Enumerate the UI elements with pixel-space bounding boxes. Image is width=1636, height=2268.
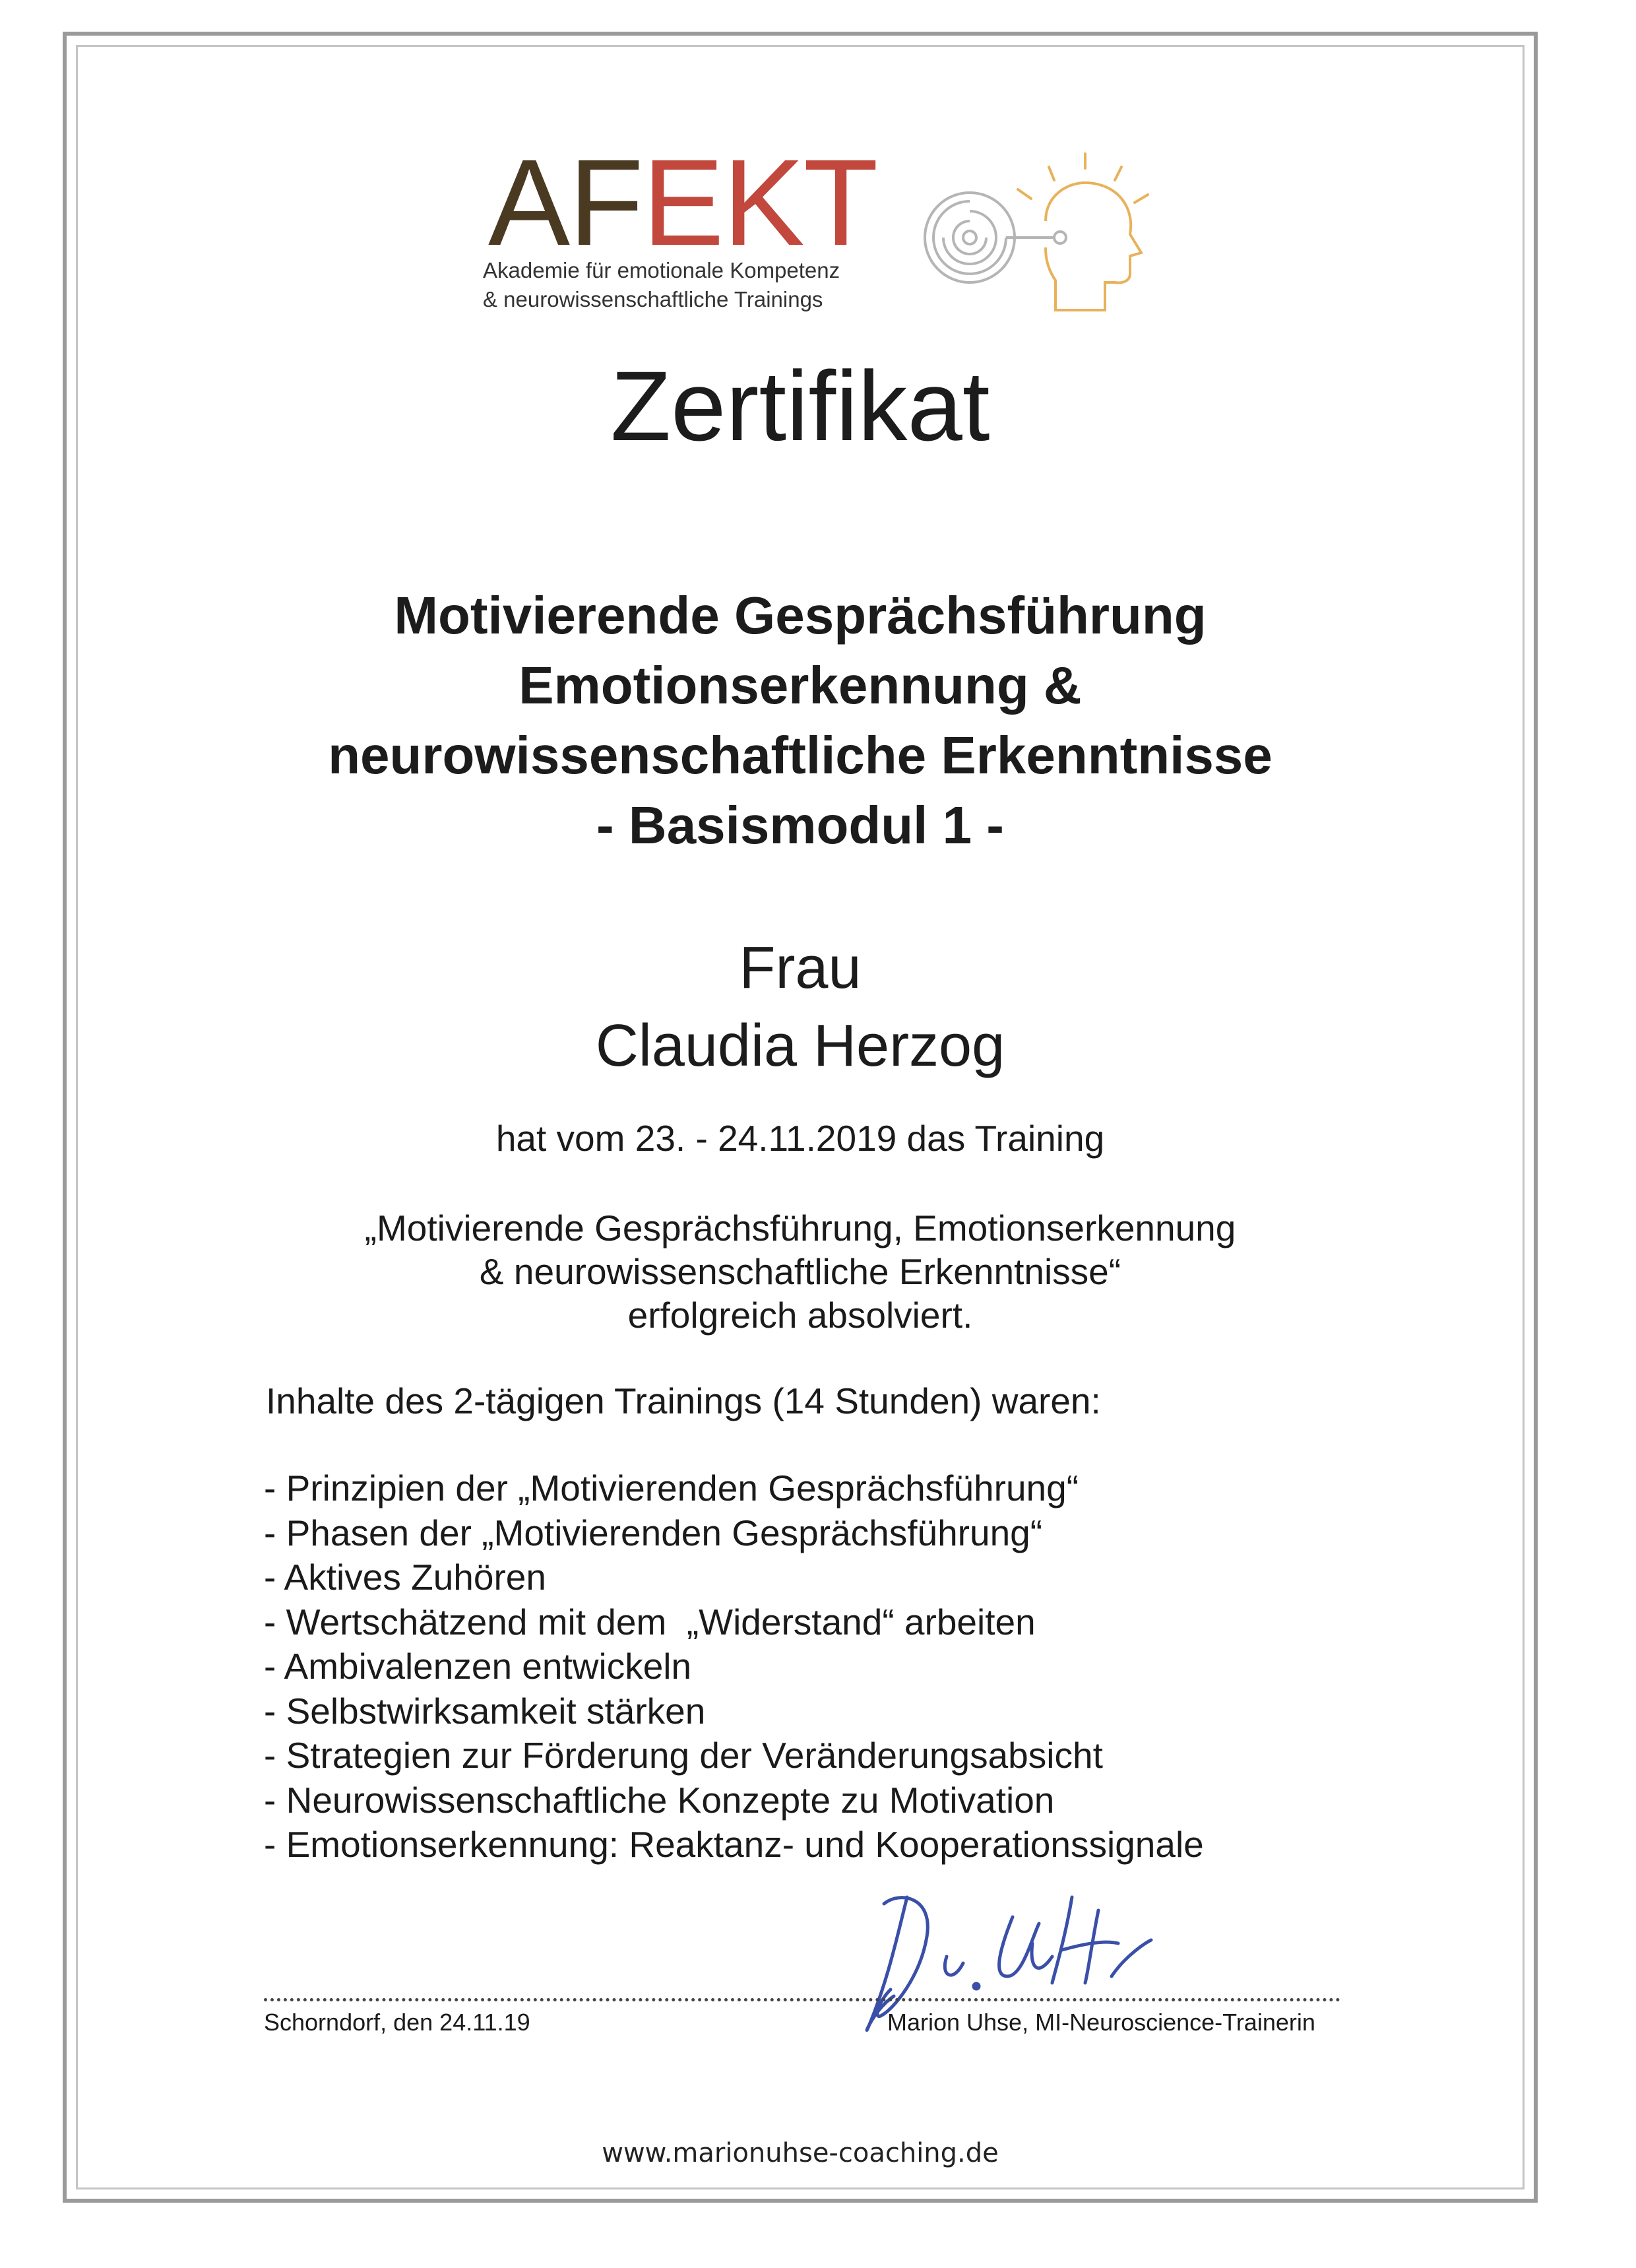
recipient-name: Claudia Herzog	[595, 1013, 1005, 1079]
logo-subtitle-line1: Akademie für emotionale Kompetenz	[483, 258, 840, 282]
logo-text-dark: AF	[488, 135, 643, 271]
list-item: - Prinzipien der „Motivierenden Gesprächsführung“	[264, 1468, 1079, 1508]
logo-text-red: EKT	[642, 135, 877, 271]
list-item: - Strategien zur Förderung der Veränderungsabsicht	[264, 1735, 1103, 1776]
recipient-salutation: Frau	[739, 935, 862, 1001]
list-item: - Aktives Zuhören	[264, 1557, 546, 1598]
certificate-title: Zertifikat	[610, 350, 990, 461]
quote-line1: „Motivierende Gesprächsführung, Emotionserkennung	[364, 1208, 1236, 1248]
list-item: - Ambivalenzen entwickeln	[264, 1646, 692, 1687]
training-statement: hat vom 23. - 24.11.2019 das Training	[495, 1118, 1105, 1159]
recipient	[63, 929, 1538, 1085]
course-title-line: neurowissenschaftliche Erkenntnisse	[328, 726, 1273, 785]
place-date: Schorndorf, den 24.11.19	[264, 2009, 530, 2036]
course-title-line: - Basismodul 1 -	[596, 796, 1004, 855]
logo-subtitle-line2: & neurowissenschaftliche Trainings	[483, 287, 823, 311]
quote-line3: erfolgreich absolviert.	[627, 1295, 973, 1336]
list-item: - Selbstwirksamkeit stärken	[264, 1690, 706, 1732]
quote-line2: & neurowissenschaftliche Erkenntnisse“	[479, 1251, 1121, 1292]
training-quote	[63, 1206, 1538, 1337]
list-item: - Emotionserkennung: Reaktanz- und Kooperationssignale	[264, 1824, 1204, 1865]
contents-list	[264, 1466, 1204, 1867]
signature-line	[264, 1998, 1340, 2001]
logo-subtitle	[483, 256, 840, 314]
course-title-line: Motivierende Gesprächsführung	[394, 586, 1207, 645]
course-title	[63, 581, 1538, 860]
list-item: - Neurowissenschaftliche Konzepte zu Motivation	[264, 1779, 1055, 1821]
website-link[interactable]: www.marionuhse-coaching.de	[602, 2138, 999, 2168]
list-item: - Phasen der „Motivierenden Gesprächsführung“	[264, 1512, 1043, 1553]
signer-name: Marion Uhse, MI-Neuroscience-Trainerin	[887, 2009, 1315, 2036]
contents-heading: Inhalte des 2-tägigen Trainings (14 Stunden) waren:	[266, 1380, 1101, 1421]
maze-head-lightbulb-icon	[920, 148, 1151, 327]
list-item: - Wertschätzend mit dem „Widerstand“ arbeiten	[264, 1601, 1036, 1642]
course-title-line: Emotionserkennung &	[519, 656, 1082, 715]
